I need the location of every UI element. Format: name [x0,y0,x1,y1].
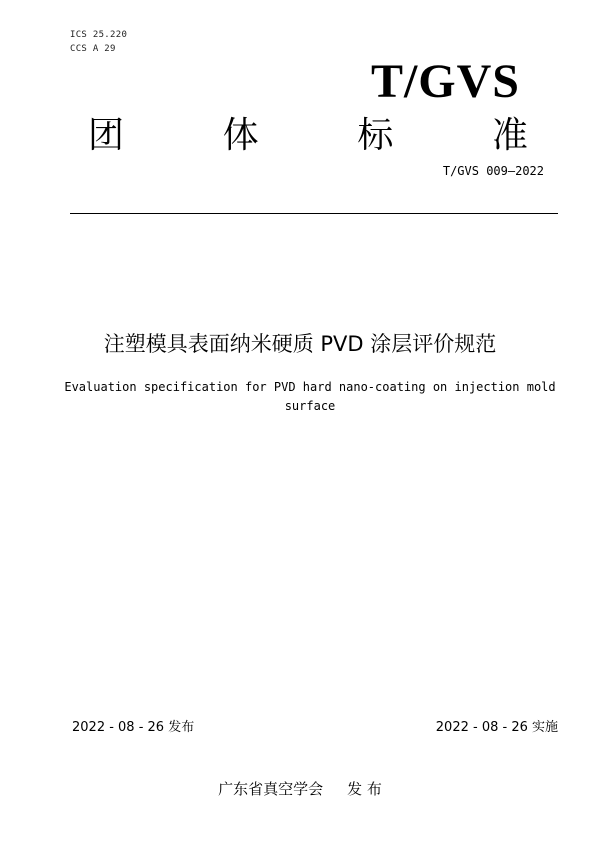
header-divider [70,213,558,214]
document-title-chinese: 注塑模具表面纳米硬质 PVD 涂层评价规范 [103,332,497,356]
ics-code: ICS 25.220 [70,30,128,40]
standard-type-char: 准 [491,115,528,156]
publisher-line [0,778,600,799]
publisher-action: 发 布 [347,780,382,798]
standard-number: T/GVS 009—2022 [442,164,544,178]
standard-type-char: 团 [88,115,125,156]
publisher-name: 广东省真空学会 [218,780,324,798]
standard-type-heading [88,115,528,156]
standard-type-char: 标 [357,115,394,156]
publication-date: 2022 - 08 - 26 发布 [72,720,195,735]
standard-org-code: T/GVS [370,55,520,108]
implementation-date: 2022 - 08 - 26 实施 [435,720,558,735]
document-title-english [60,378,560,416]
title-english-line: surface [284,399,336,413]
ccs-code: CCS A 29 [70,44,116,54]
title-english-line: Evaluation specification for PVD hard nano-coating on injection mold [64,380,556,394]
standard-type-char: 体 [222,115,259,156]
